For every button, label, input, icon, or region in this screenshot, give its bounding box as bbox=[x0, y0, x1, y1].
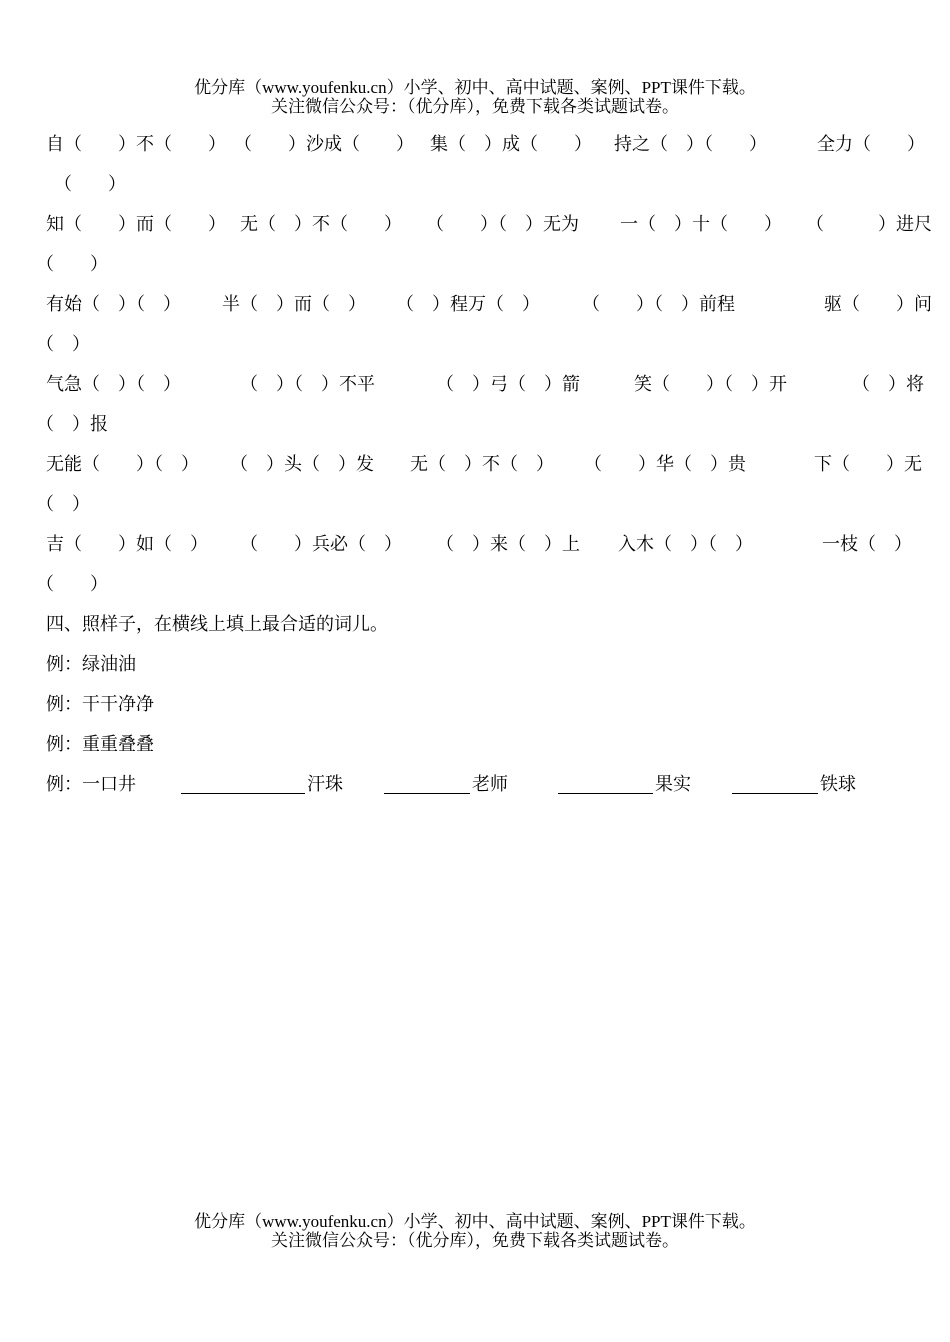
fill-word: 果实 bbox=[655, 774, 691, 794]
example-text: 例：干干净净 bbox=[46, 694, 154, 714]
idiom-item-continuation: （ ） bbox=[54, 174, 126, 194]
idiom-item: 气急（ ）（ ） bbox=[46, 374, 181, 394]
idiom-item-continuation: （ ） bbox=[36, 574, 108, 594]
idiom-item: （ ）程万（ ） bbox=[396, 294, 540, 314]
footer-line-1: 优分库（www.youfenku.cn）小学、初中、高中试题、案例、PPT课件下载。 bbox=[194, 1212, 756, 1231]
idiom-item: （ ）兵必（ ） bbox=[240, 534, 402, 554]
header-line-2: 关注微信公众号：（优分库），免费下载各类试题试卷。 bbox=[271, 97, 679, 116]
idiom-item: （ ）来（ ）上 bbox=[436, 534, 580, 554]
idiom-row bbox=[0, 131, 950, 157]
idiom-item: 入木（ ）（ ） bbox=[618, 534, 753, 554]
idiom-row bbox=[0, 211, 950, 237]
page-footer bbox=[0, 1212, 950, 1250]
idiom-item: 知（ ）而（ ） bbox=[46, 214, 226, 234]
idiom-item-continuation: （ ） bbox=[36, 254, 108, 274]
fill-word: 汗珠 bbox=[307, 774, 343, 794]
idiom-item: 全力（ ） bbox=[817, 134, 925, 154]
idiom-item: （ ）头（ ）发 bbox=[230, 454, 374, 474]
idiom-item: 一枝（ ） bbox=[822, 534, 912, 554]
example-row-fill-blanks bbox=[0, 771, 950, 797]
idiom-item: （ ）进尺 bbox=[806, 214, 932, 234]
idiom-item: 下（ ）无 bbox=[814, 454, 922, 474]
idiom-row-continuation bbox=[0, 251, 950, 277]
idiom-item: （ ）（ ）前程 bbox=[582, 294, 735, 314]
idiom-item: （ ）华（ ）贵 bbox=[584, 454, 746, 474]
idiom-item: 自（ ）不（ ） bbox=[46, 134, 226, 154]
footer-line-2: 关注微信公众号：（优分库），免费下载各类试题试卷。 bbox=[271, 1231, 679, 1250]
idiom-item: 吉（ ）如（ ） bbox=[46, 534, 208, 554]
fill-blank-line[interactable] bbox=[384, 793, 470, 794]
fill-blank-line[interactable] bbox=[181, 793, 305, 794]
idiom-item: 集（ ）成（ ） bbox=[430, 134, 592, 154]
idiom-item: 半（ ）而（ ） bbox=[222, 294, 366, 314]
idiom-item-continuation: （ ）报 bbox=[36, 414, 108, 434]
idiom-row bbox=[0, 291, 950, 317]
idiom-row-continuation bbox=[0, 171, 950, 197]
idiom-item: 无（ ）不（ ） bbox=[240, 214, 402, 234]
idiom-row-continuation bbox=[0, 571, 950, 597]
fill-blank-line[interactable] bbox=[558, 793, 653, 794]
example-text: 例：绿油油 bbox=[46, 654, 136, 674]
idiom-item: 有始（ ）（ ） bbox=[46, 294, 181, 314]
idiom-item: 无能（ ）（ ） bbox=[46, 454, 199, 474]
idiom-item: （ ）弓（ ）箭 bbox=[436, 374, 580, 394]
idiom-item: 笑（ ）（ ）开 bbox=[634, 374, 787, 394]
example-text: 例：一口井 bbox=[46, 774, 136, 794]
idiom-item: 无（ ）不（ ） bbox=[410, 454, 554, 474]
idiom-row bbox=[0, 451, 950, 477]
example-text: 例：重重叠叠 bbox=[46, 734, 154, 754]
idiom-item-continuation: （ ） bbox=[36, 494, 90, 514]
idiom-row-continuation bbox=[0, 491, 950, 517]
idiom-item: （ ）（ ）无为 bbox=[426, 214, 579, 234]
fill-blank-line[interactable] bbox=[732, 793, 818, 794]
idiom-item-continuation: （ ） bbox=[36, 334, 90, 354]
idiom-item: 持之（ ）（ ） bbox=[614, 134, 767, 154]
idiom-item: 驱（ ）问 bbox=[824, 294, 932, 314]
idiom-item: 一（ ）十（ ） bbox=[620, 214, 782, 234]
fill-word: 铁球 bbox=[820, 774, 856, 794]
page-header bbox=[0, 78, 950, 116]
header-line-1: 优分库（www.youfenku.cn）小学、初中、高中试题、案例、PPT课件下载。 bbox=[194, 78, 756, 97]
idiom-row bbox=[0, 371, 950, 397]
idiom-item: （ ）沙成（ ） bbox=[234, 134, 414, 154]
fill-word: 老师 bbox=[472, 774, 508, 794]
section-title: 四、照样子，在横线上填上最合适的词儿。 bbox=[46, 614, 388, 634]
example-row bbox=[0, 651, 950, 677]
example-row bbox=[0, 731, 950, 757]
section-4-title-row bbox=[0, 611, 950, 637]
example-row bbox=[0, 691, 950, 717]
idiom-row bbox=[0, 531, 950, 557]
idiom-row-continuation bbox=[0, 411, 950, 437]
idiom-row-continuation bbox=[0, 331, 950, 357]
idiom-item: （ ）（ ）不平 bbox=[240, 374, 375, 394]
idiom-item: （ ）将 bbox=[852, 374, 924, 394]
